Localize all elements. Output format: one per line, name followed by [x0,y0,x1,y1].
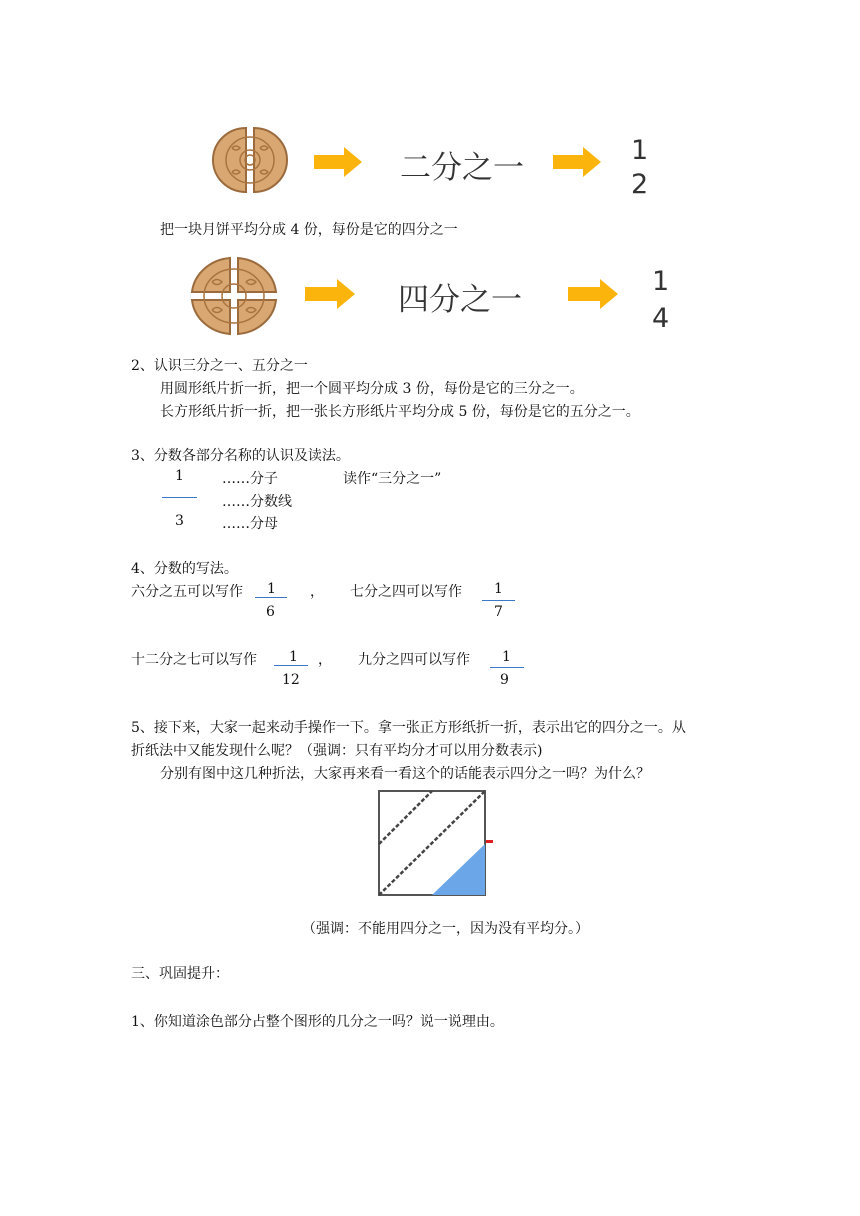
section5-line1: 5、接下来，大家一起来动手操作一下。拿一张正方形纸折一折，表示出它的四分之一。从 [131,720,686,736]
arrow-icon [305,279,355,309]
caption-quarter: 把一块月饼平均分成 4 份，每份是它的四分之一 [160,222,458,238]
mooncake-halves-image [210,124,290,196]
writing-item-line [255,597,287,598]
mooncake-quarters-image [188,254,280,338]
section2-heading: 2、认识三分之一、五分之一 [131,358,308,374]
fraction-denominator: 3 [175,513,184,529]
part3-question1: 1、你知道涂色部分占整个图形的几分之一吗？说一说理由。 [131,1014,504,1030]
half-numerator: 1 [631,135,649,166]
arrow-icon [568,279,618,309]
writing-item-text: 七分之四可以写作 [350,584,462,600]
section5-line2: 折纸法中又能发现什么呢？（强调：只有平均分才可以用分数表示) [131,743,543,759]
section5-line3: 分别有图中这几种折法，大家再来看一看这个的话能表示四分之一吗？为什么？ [160,766,650,782]
section3-heading: 3、分数各部分名称的认识及读法。 [131,448,350,464]
half-denominator: 2 [631,169,649,200]
writing-item-line [490,667,524,668]
section2-line1: 用圆形纸片折一折，把一个圆平均分成 3 份，每份是它的三分之一。 [160,381,584,397]
line-label: ……分数线 [222,494,292,510]
numerator-label: ……分子 [222,471,278,487]
writing-item-line [482,600,515,601]
section4-heading: 4、分数的写法。 [131,561,238,577]
section2-line2: 长方形纸片折一折，把一张长方形纸片平均分成 5 份，每份是它的五分之一。 [160,404,640,420]
fraction-numerator: 1 [175,468,184,484]
writing-item-text: 九分之四可以写作 [358,652,470,668]
writing-item-text: 十二分之七可以写作 [131,652,257,668]
writing-item-numerator: 1 [267,581,276,597]
writing-item-numerator: 1 [502,649,511,665]
comma: ， [310,584,324,600]
writing-item-text: 六分之五可以写作 [131,584,243,600]
writing-item-line [274,665,308,666]
read-as-text: 读作“三分之一” [343,471,442,487]
part3-heading: 三、巩固提升： [131,966,229,982]
half-word: 二分之一 [400,150,524,186]
folded-square-diagram [376,788,496,898]
writing-item-denominator: 9 [500,672,509,688]
comma: ， [318,652,332,668]
writing-item-numerator: 1 [494,581,503,597]
quarter-numerator: 1 [652,266,670,297]
quarter-word: 四分之一 [398,282,522,318]
writing-item-denominator: 12 [282,672,300,688]
arrow-icon [553,147,601,177]
quarter-denominator: 4 [652,303,670,334]
writing-item-denominator: 7 [494,604,503,620]
writing-item-numerator: 1 [289,649,298,665]
denominator-label: ……分母 [222,516,278,532]
fraction-line [162,497,197,498]
section5-emphasis: （强调：不能用四分之一，因为没有平均分。） [302,921,589,937]
arrow-icon [314,147,362,177]
writing-item-denominator: 6 [266,604,275,620]
